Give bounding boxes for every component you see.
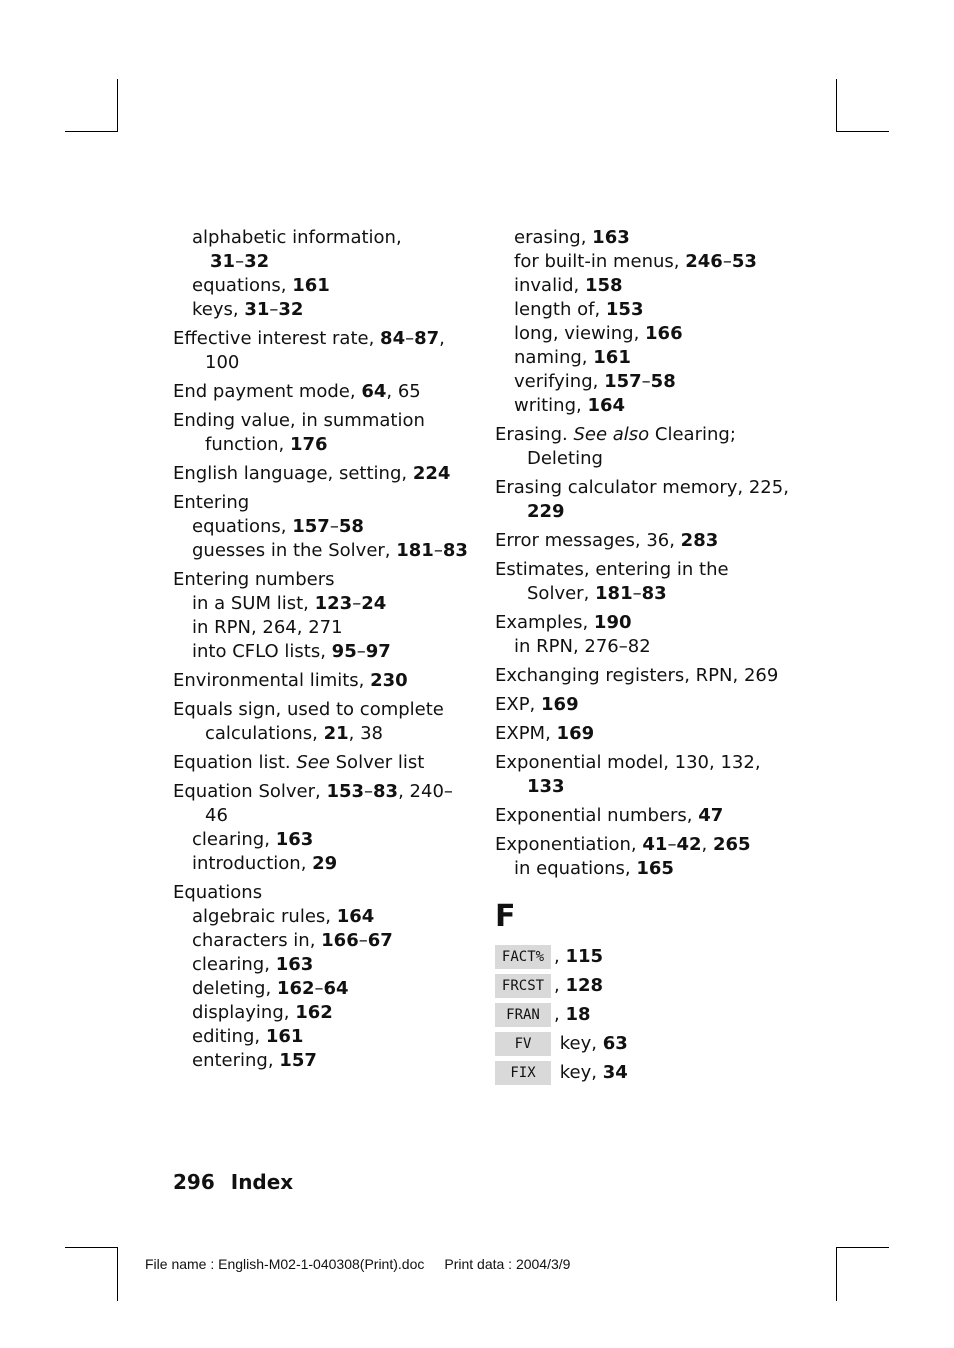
page-footer — [173, 1170, 309, 1194]
index-right-column — [495, 226, 795, 1090]
left-index-entry: introduction, 29 — [192, 853, 338, 874]
key-entries — [495, 945, 795, 1085]
left-index-entry: Ending value, in summation function, 176 — [173, 410, 425, 455]
key-entry-text: , 18 — [554, 1004, 591, 1025]
key-index-entry — [495, 945, 795, 969]
right-index-entry: in equations, 165 — [514, 858, 674, 879]
left-index-entry: Entering numbers — [173, 569, 335, 590]
key-entry-text: key, 34 — [554, 1062, 628, 1083]
right-index-entry: naming, 161 — [514, 347, 631, 368]
left-index-entry: algebraic rules, 164 — [192, 906, 375, 927]
left-index-entry: Environmental limits, 230 — [173, 670, 408, 691]
right-index-entry: verifying, 157–58 — [514, 371, 676, 392]
menu-key-label: FIX — [495, 1061, 551, 1085]
left-index-entry: End payment mode, 64, 65 — [173, 381, 421, 402]
left-index-entry: Equals sign, used to complete calculations, 21, 38 — [173, 699, 444, 744]
right-entries — [495, 226, 795, 881]
section-letter: F — [495, 899, 516, 934]
section-name: Index — [230, 1170, 294, 1194]
crop-mark-br-h — [836, 1247, 889, 1248]
key-entry-text: key, 63 — [554, 1033, 628, 1054]
crop-mark-tr-v — [836, 79, 837, 132]
right-index-entry: in RPN, 276–82 — [514, 636, 651, 657]
key-entry-text: , 128 — [554, 975, 604, 996]
crop-mark-tl-h — [65, 131, 118, 132]
left-index-entry: clearing, 163 — [192, 954, 314, 975]
index-left-column — [173, 226, 473, 1073]
right-index-entry: writing, 164 — [514, 395, 626, 416]
left-index-entry: characters in, 166–67 — [192, 930, 393, 951]
left-index-entry: Equations — [173, 882, 263, 903]
right-index-entry: Erasing calculator memory, 225, 229 — [495, 477, 789, 522]
right-index-entry: for built-in menus, 246–53 — [514, 251, 757, 272]
left-index-entry: alphabetic information, — [192, 227, 402, 248]
crop-mark-bl-v — [117, 1247, 118, 1301]
right-index-entry: Examples, 190 — [495, 612, 632, 633]
crop-mark-tl-v — [117, 79, 118, 132]
print-date: Print data : 2004/3/9 — [444, 1256, 571, 1272]
left-index-entry: Effective interest rate, 84–87, 100 — [173, 328, 445, 373]
left-index-entry: 31–32 — [210, 251, 270, 272]
print-info — [145, 1256, 570, 1272]
crop-mark-br-v — [836, 1247, 837, 1301]
left-index-entry: displaying, 162 — [192, 1002, 333, 1023]
file-name: File name : English-M02-1-040308(Print).doc — [145, 1256, 425, 1272]
left-index-entry: in a SUM list, 123–24 — [192, 593, 387, 614]
left-index-entry: equations, 161 — [192, 275, 330, 296]
menu-key-label: FRAN — [495, 1003, 551, 1027]
key-index-entry — [495, 974, 795, 998]
crop-mark-bl-h — [65, 1247, 118, 1248]
left-index-entry: Equation list. See Solver list — [173, 752, 425, 773]
key-index-entry — [495, 1061, 795, 1085]
crop-mark-tr-h — [836, 131, 889, 132]
left-index-entry: in RPN, 264, 271 — [192, 617, 343, 638]
menu-key-label: FV — [495, 1032, 551, 1056]
right-index-entry: erasing, 163 — [514, 227, 630, 248]
left-index-entry: entering, 157 — [192, 1050, 317, 1071]
right-index-entry: length of, 153 — [514, 299, 644, 320]
right-index-entry: EXPM, 169 — [495, 723, 595, 744]
right-index-entry: Exponential numbers, 47 — [495, 805, 724, 826]
right-index-entry: Exchanging registers, RPN, 269 — [495, 665, 779, 686]
right-index-entry: Exponential model, 130, 132, 133 — [495, 752, 761, 797]
right-index-entry: EXP, 169 — [495, 694, 579, 715]
menu-key-label: FRCST — [495, 974, 551, 998]
left-index-entry: deleting, 162–64 — [192, 978, 349, 999]
left-index-entry: editing, 161 — [192, 1026, 304, 1047]
right-index-entry: Error messages, 36, 283 — [495, 530, 719, 551]
right-index-entry: invalid, 158 — [514, 275, 623, 296]
right-index-entry: long, viewing, 166 — [514, 323, 683, 344]
left-index-entry: keys, 31–32 — [192, 299, 304, 320]
key-entry-text: , 115 — [554, 946, 604, 967]
left-index-entry: clearing, 163 — [192, 829, 314, 850]
key-index-entry — [495, 1032, 795, 1056]
right-index-entry: Erasing. See also Clearing; Deleting — [495, 424, 736, 469]
menu-key-label: FACT% — [495, 945, 551, 969]
left-index-entry: equations, 157–58 — [192, 516, 364, 537]
left-index-entry: guesses in the Solver, 181–83 — [192, 540, 468, 561]
left-index-entry: English language, setting, 224 — [173, 463, 451, 484]
key-index-entry — [495, 1003, 795, 1027]
right-index-entry: Estimates, entering in the Solver, 181–83 — [495, 559, 729, 604]
left-index-entry: into CFLO lists, 95–97 — [192, 641, 391, 662]
page-number: 296 — [173, 1170, 215, 1194]
left-index-entry: Equation Solver, 153–83, 240–46 — [173, 781, 453, 826]
right-index-entry: Exponentiation, 41–42, 265 — [495, 834, 751, 855]
left-index-entry: Entering — [173, 492, 250, 513]
